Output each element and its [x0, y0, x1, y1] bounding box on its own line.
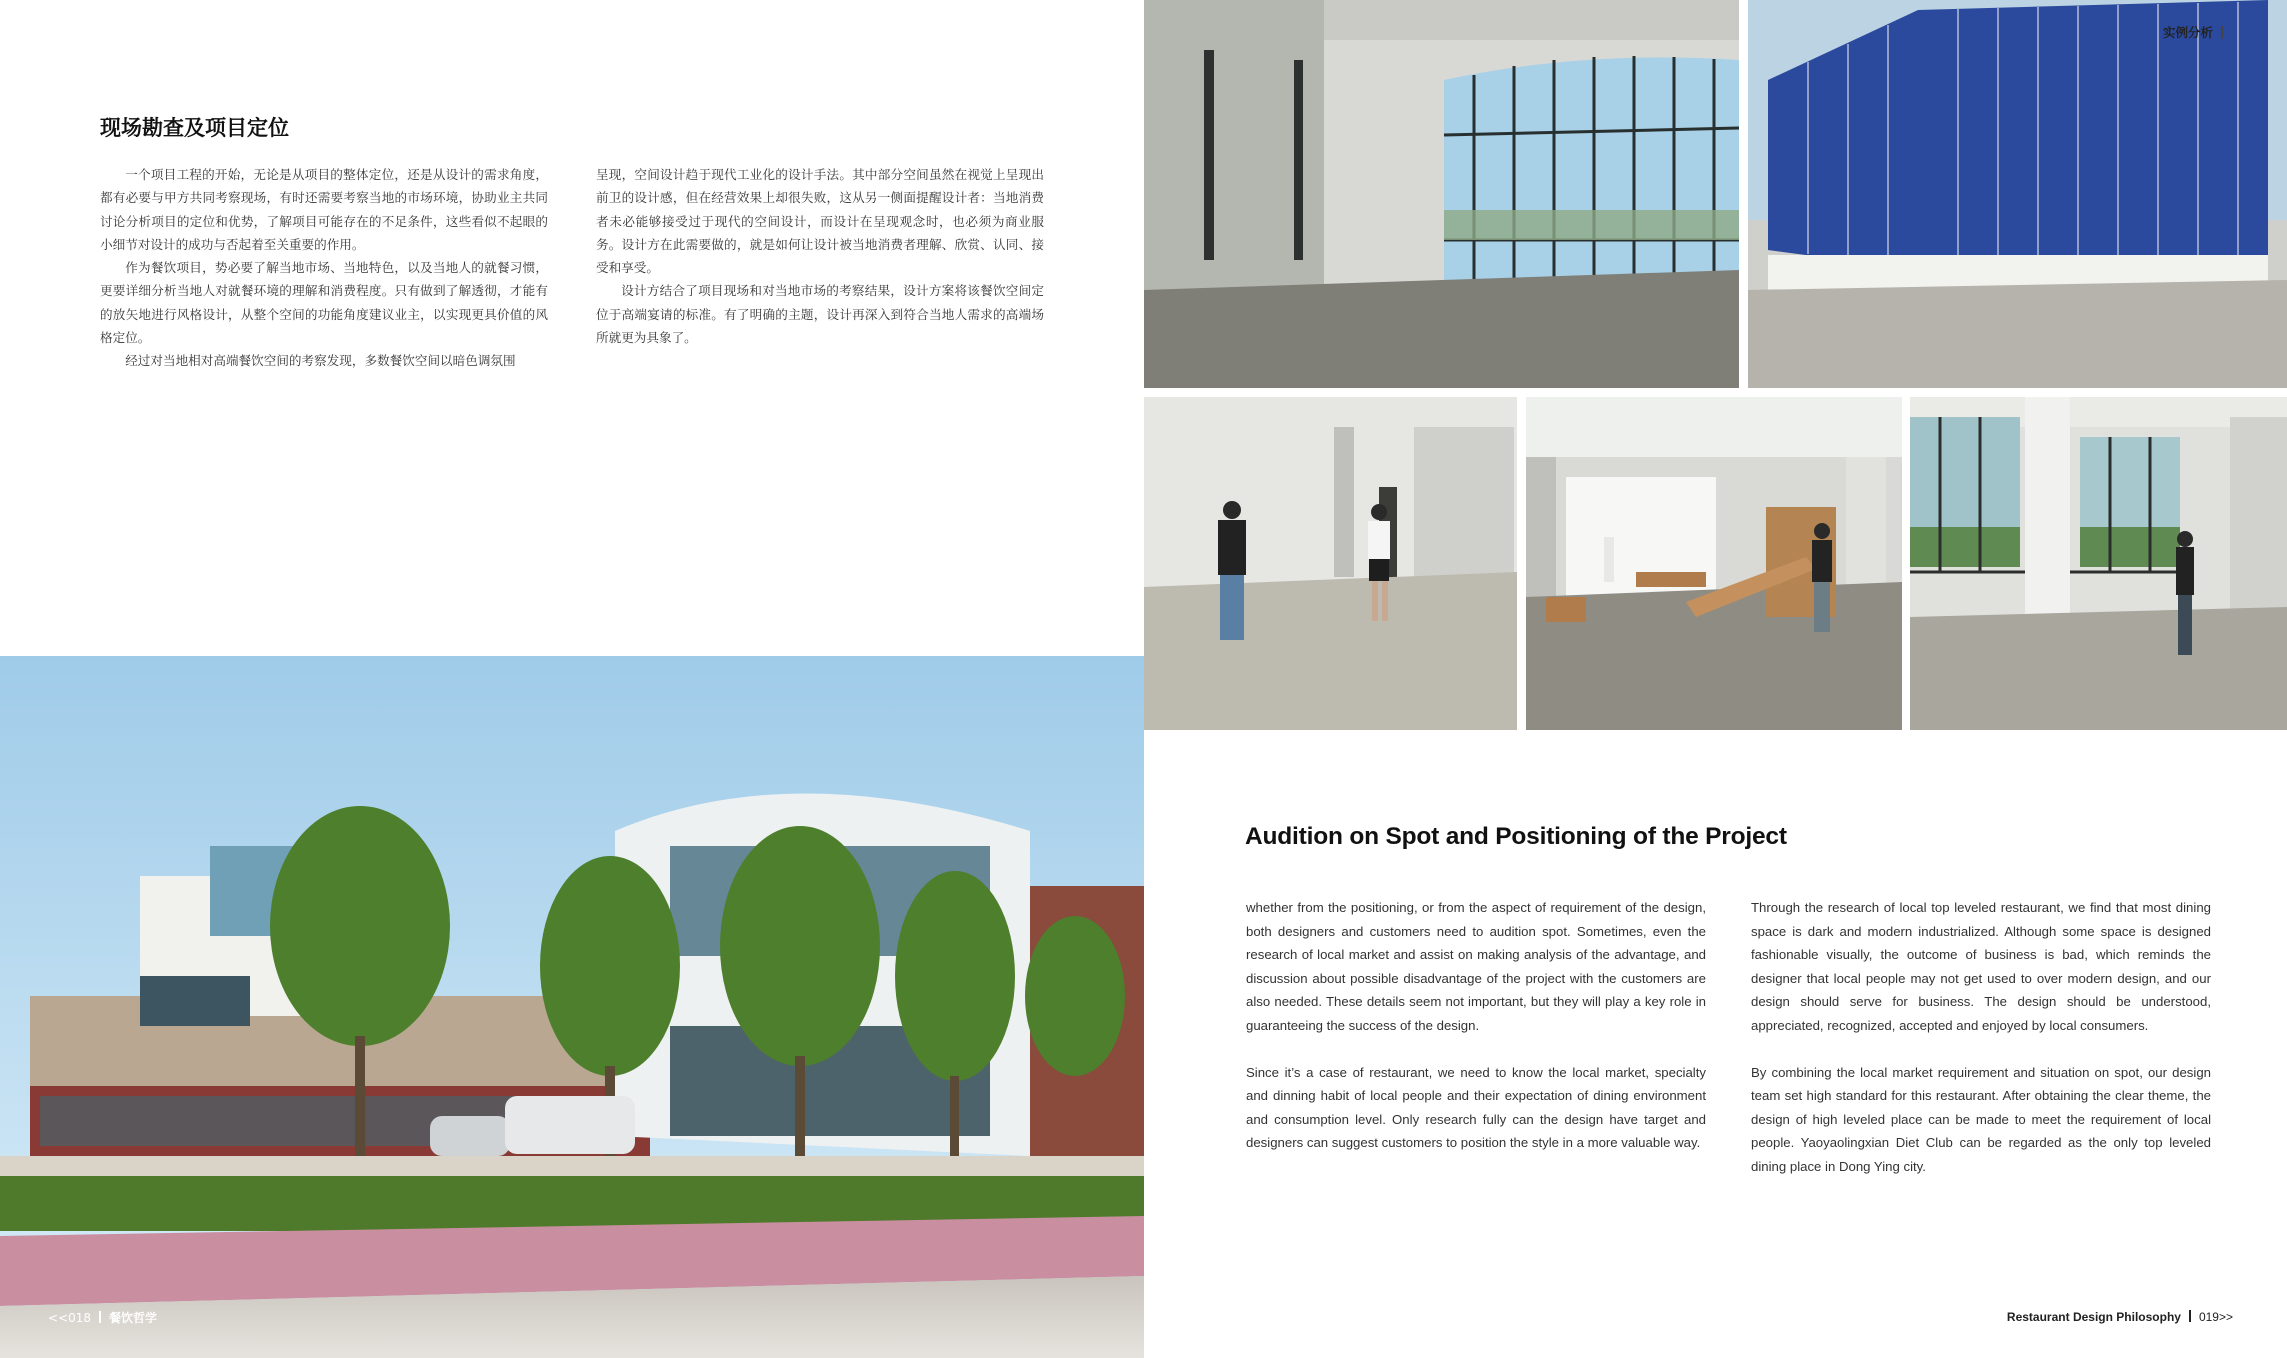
- en-section-title: Audition on Spot and Positioning of the Project: [1245, 823, 1787, 850]
- rooftop-glass-structure-photo: [1748, 0, 2287, 388]
- en-text-column-2: [1751, 896, 2211, 1202]
- en-paragraph: whether from the positioning, or from the aspect of requirement of the design, both designers and customers need to audition spot. Sometimes, even the research of local market and assist on making analysis of the advantage, and discussion about possible disadvantage of the project with the customers are also needed. These details seem not important, but they will play a key role in guaranteeing the success of the design.: [1246, 900, 1706, 1033]
- footer-separator: [99, 1311, 101, 1323]
- right-page-footer: [2007, 1310, 2233, 1324]
- en-paragraph: By combining the local market requirement and situation on spot, our design team set high standard for this restaurant. After obtaining the clear theme, the design of high leveled place can be made to meet the requirement of local people. Yaoyaolingxian Diet Club can be regarded as the only top leveled dining place in Dong Ying city.: [1751, 1064, 2211, 1174]
- interior-two-people-photo: [1144, 397, 1517, 730]
- cn-paragraph: 作为餐饮项目，势必要了解当地市场、当地特色，以及当地人的就餐习惯，更要详细分析当地人对就餐环境的理解和消费程度。只有做到了解透彻，才能有的放矢地进行风格设计，从整个空间的功能角度建议业主，以实现更具价值的风格定位。: [100, 260, 548, 346]
- section-tag: [2163, 23, 2223, 41]
- left-page-number: <<018: [48, 1311, 92, 1325]
- building-exterior-photo: [0, 656, 1144, 1358]
- en-text-column-1: [1246, 896, 1706, 1178]
- right-page-number: 019>>: [2198, 1310, 2233, 1324]
- right-footer-title: Restaurant Design Philosophy: [2006, 1310, 2181, 1324]
- left-page-footer: [48, 1309, 157, 1326]
- interior-window-person-photo: [1910, 397, 2287, 730]
- cn-text-column-1: [100, 163, 548, 373]
- left-footer-title: 餐饮哲学: [109, 1311, 158, 1325]
- interior-construction-photo: [1526, 397, 1902, 730]
- section-tag-bar: [2221, 26, 2223, 39]
- interior-curved-window-photo: [1144, 0, 1739, 388]
- cn-section-title: 现场勘查及项目定位: [100, 116, 289, 140]
- footer-separator: [2189, 1310, 2191, 1322]
- en-paragraph: Since it’s a case of restaurant, we need to know the local market, specialty and dinning habit of local people and their expectation of dining environment and consumption level. Only research fully can the design have target and designers can suggest customers to position the style in a more valuable way.: [1246, 1064, 1706, 1150]
- cn-paragraph: 经过对当地相对高端餐饮空间的考察发现，多数餐饮空间以暗色调氛围: [125, 353, 516, 369]
- cn-text-column-2: [596, 163, 1044, 349]
- cn-paragraph: 一个项目工程的开始，无论是从项目的整体定位，还是从设计的需求角度，都有必要与甲方共同考察现场，有时还需要考察当地的市场环境，协助业主共同讨论分析项目的定位和优势，了解项目可能存在的不足条件，这些看似不起眼的小细节对设计的成功与否起着至关重要的作用。: [100, 167, 548, 252]
- section-tag-label: 实例分析: [2162, 25, 2213, 40]
- en-paragraph: Through the research of local top leveled restaurant, we find that most dining space is dark and modern industrialized. Although some space is designed fashionable visually, the outcome of business is bad, which reminds the designer that local people may not get used to over modern design, and our design should serve for business. The design should be understood, appreciated, recognized, accepted and enjoyed by local consumers.: [1751, 900, 2211, 1033]
- cn-paragraph: 呈现，空间设计趋于现代工业化的设计手法。其中部分空间虽然在视觉上呈现出前卫的设计感，但在经营效果上却很失败，这从另一侧面提醒设计者：当地消费者未必能够接受过于现代的空间设计，而设计在呈现观念时，也必须为商业服务。设计方在此需要做的，就是如何让设计被当地消费者理解、欣赏、认同、接受和享受。: [596, 167, 1044, 276]
- cn-paragraph: 设计方结合了项目现场和对当地市场的考察结果，设计方案将该餐饮空间定位于高端宴请的标准。有了明确的主题，设计再深入到符合当地人需求的高端场所就更为具象了。: [596, 283, 1044, 346]
